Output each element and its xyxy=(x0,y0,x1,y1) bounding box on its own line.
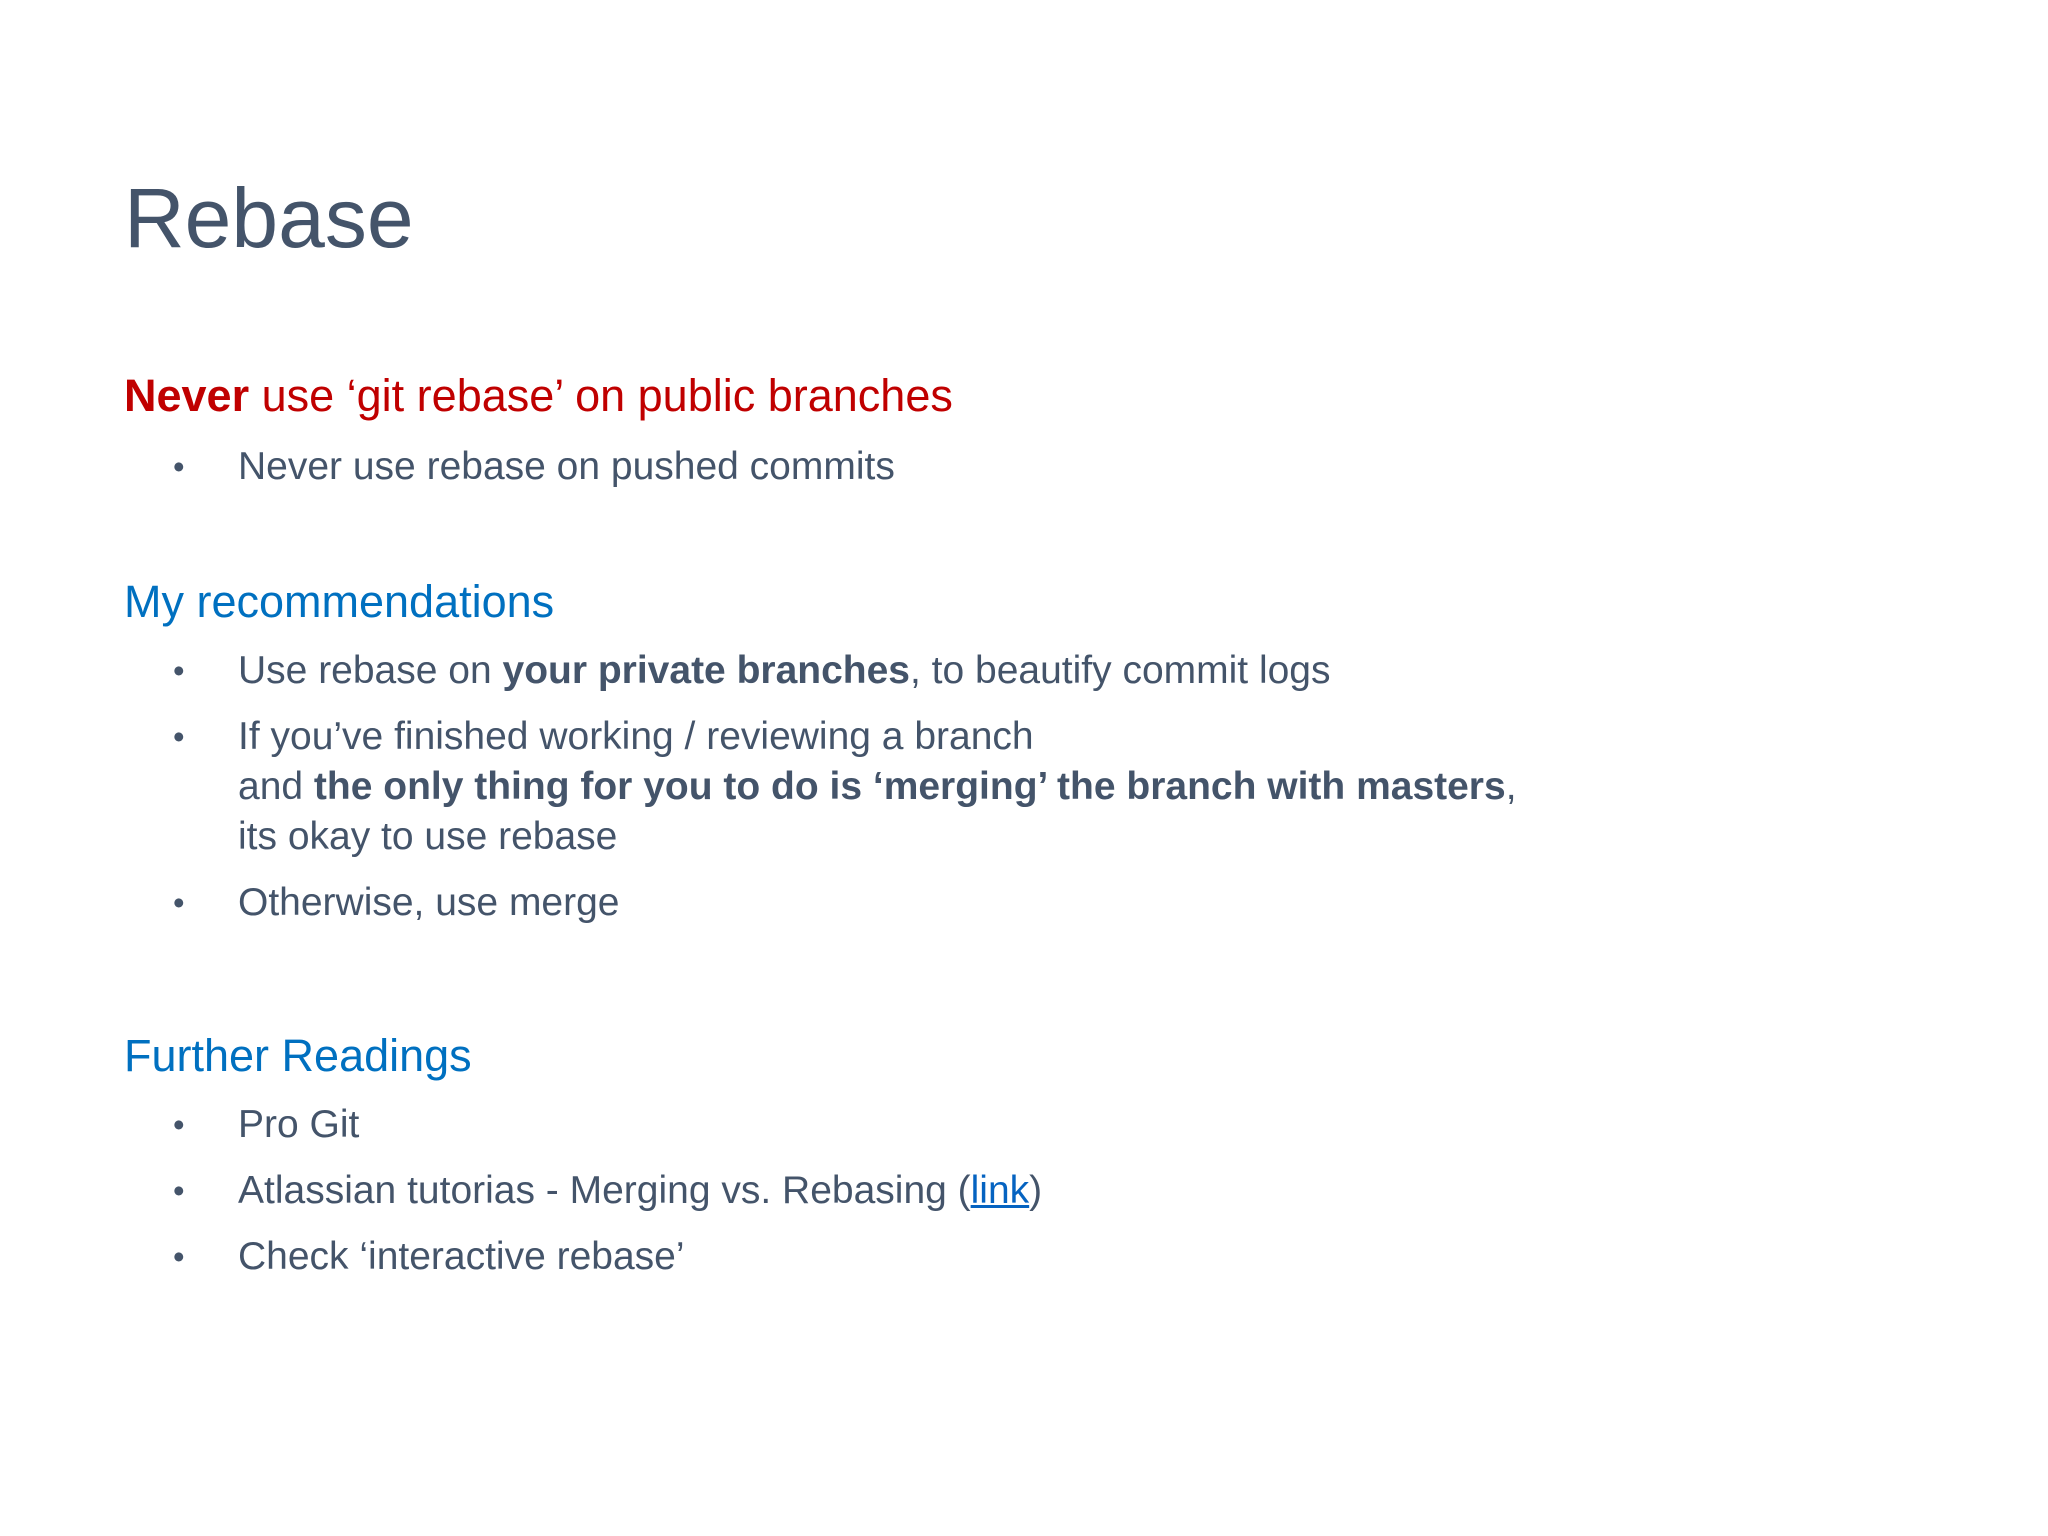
bullet-icon: • xyxy=(173,1238,185,1275)
further-item-2-post: ) xyxy=(1029,1169,1043,1212)
bullet-icon: • xyxy=(173,652,185,689)
rec-item-1-pre: Use rebase on xyxy=(238,649,503,692)
list-item xyxy=(124,1166,1042,1216)
further-item-3: Check ‘interactive rebase’ xyxy=(238,1235,685,1278)
atlassian-link[interactable]: link xyxy=(970,1169,1030,1212)
rec-item-2-line-2-pre: and xyxy=(238,765,314,808)
recommendations-heading: My recommendations xyxy=(124,576,555,627)
rec-item-2-line-2 xyxy=(238,762,1517,812)
list-item xyxy=(124,712,1517,862)
list-item xyxy=(124,1100,1042,1150)
further-item-2-pre: Atlassian tutorias - Merging vs. Rebasing ( xyxy=(238,1169,971,1212)
list-item xyxy=(124,878,1517,928)
further-readings-list xyxy=(124,1100,1042,1282)
rec-item-3: Otherwise, use merge xyxy=(238,881,620,924)
rec-item-2-line-2-post: , xyxy=(1505,765,1517,808)
slide-title: Rebase xyxy=(124,171,414,265)
warning-heading-text: use ‘git rebase’ on public branches xyxy=(249,370,953,421)
further-item-1: Pro Git xyxy=(238,1103,360,1146)
bullet-icon: • xyxy=(173,1172,185,1209)
rec-item-1-post: , to beautify commit logs xyxy=(909,649,1331,692)
bullet-icon: • xyxy=(173,448,185,485)
rec-item-2-line-3: its okay to use rebase xyxy=(238,815,618,858)
list-item xyxy=(124,442,895,492)
recommendations-list xyxy=(124,646,1517,928)
bullet-icon: • xyxy=(173,1106,185,1143)
rec-item-2-line-1: If you’ve finished working / reviewing a branch xyxy=(238,715,1034,758)
rec-item-1-bold: your private branches xyxy=(502,649,910,692)
list-item xyxy=(124,646,1517,696)
rec-item-2-line-2-bold: the only thing for you to do is ‘merging’ the branch with masters xyxy=(313,765,1506,808)
warning-heading-bold: Never xyxy=(124,370,250,421)
bullet-icon: • xyxy=(173,884,185,921)
warning-list xyxy=(124,442,895,492)
bullet-icon: • xyxy=(173,718,185,755)
warning-item-text: Never use rebase on pushed commits xyxy=(238,445,895,488)
warning-heading xyxy=(124,368,953,424)
further-readings-heading: Further Readings xyxy=(124,1030,472,1081)
list-item xyxy=(124,1232,1042,1282)
